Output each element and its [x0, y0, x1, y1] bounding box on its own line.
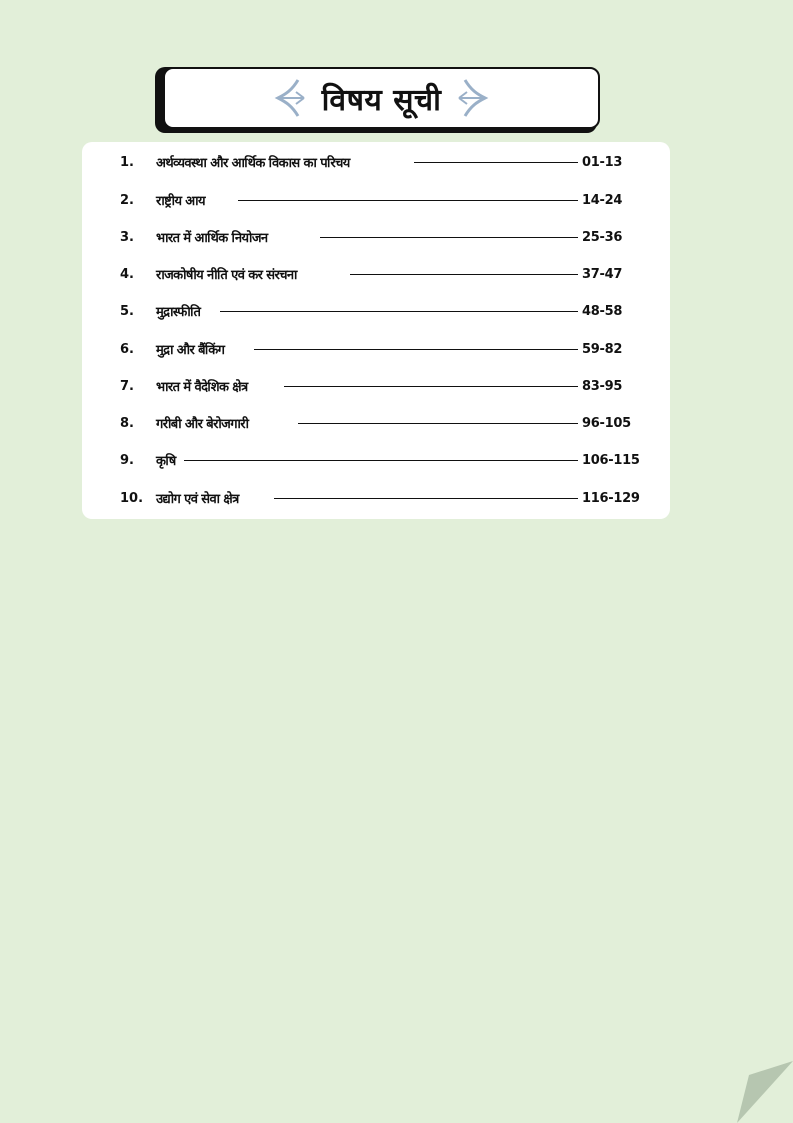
- toc-leader-line: [298, 423, 578, 424]
- toc-title: भारत में आर्थिक नियोजन: [156, 231, 268, 246]
- toc-leader-line: [320, 237, 578, 238]
- toc-row: [82, 150, 670, 174]
- toc-leader-line: [238, 200, 578, 201]
- toc-leader-line: [184, 460, 578, 461]
- toc-number: 10.: [120, 490, 144, 506]
- toc-title: अर्थव्यवस्था और आर्थिक विकास का परिचय: [156, 156, 350, 171]
- toc-pages: 83-95: [582, 378, 623, 394]
- toc-title: गरीबी और बेरोजगारी: [156, 417, 249, 432]
- toc-title: उद्योग एवं सेवा क्षेत्र: [156, 492, 239, 507]
- toc-number: 1.: [120, 154, 134, 170]
- table-of-contents: [82, 142, 670, 519]
- toc-pages: 48-58: [582, 303, 623, 319]
- toc-number: 8.: [120, 415, 134, 431]
- page-curl: [737, 1061, 793, 1123]
- toc-title: कृषि: [156, 454, 176, 469]
- toc-leader-line: [350, 274, 578, 275]
- toc-pages: 116-129: [582, 490, 640, 506]
- toc-row: [82, 225, 670, 249]
- toc-number: 3.: [120, 229, 134, 245]
- toc-leader-line: [220, 311, 578, 312]
- toc-number: 9.: [120, 452, 134, 468]
- toc-row: [82, 188, 670, 212]
- toc-leader-line: [274, 498, 578, 499]
- toc-pages: 25-36: [582, 229, 623, 245]
- toc-leader-line: [414, 162, 578, 163]
- toc-pages: 106-115: [582, 452, 640, 468]
- toc-pages: 96-105: [582, 415, 631, 431]
- toc-row: [82, 337, 670, 361]
- toc-row: [82, 262, 670, 286]
- left-ornament-icon: [274, 76, 308, 120]
- toc-title: भारत में वैदेशिक क्षेत्र: [156, 380, 248, 395]
- toc-leader-line: [254, 349, 578, 350]
- toc-leader-line: [284, 386, 578, 387]
- toc-number: 7.: [120, 378, 134, 394]
- title-banner: [163, 67, 600, 129]
- toc-pages: 59-82: [582, 341, 623, 357]
- right-ornament-icon: [455, 76, 489, 120]
- toc-number: 5.: [120, 303, 134, 319]
- toc-title: मुद्रा और बैंकिंग: [156, 343, 225, 358]
- toc-row: [82, 374, 670, 398]
- toc-pages: 01-13: [582, 154, 623, 170]
- page-title: विषय सूची: [321, 82, 442, 118]
- toc-pages: 37-47: [582, 266, 623, 282]
- toc-number: 6.: [120, 341, 134, 357]
- toc-row: [82, 486, 670, 510]
- toc-title: राजकोषीय नीति एवं कर संरचना: [156, 268, 297, 283]
- toc-number: 2.: [120, 192, 134, 208]
- toc-pages: 14-24: [582, 192, 623, 208]
- toc-row: [82, 299, 670, 323]
- toc-title: राष्ट्रीय आय: [156, 194, 205, 209]
- toc-title: मुद्रास्फीति: [156, 305, 201, 320]
- toc-number: 4.: [120, 266, 134, 282]
- toc-row: [82, 448, 670, 472]
- toc-row: [82, 411, 670, 435]
